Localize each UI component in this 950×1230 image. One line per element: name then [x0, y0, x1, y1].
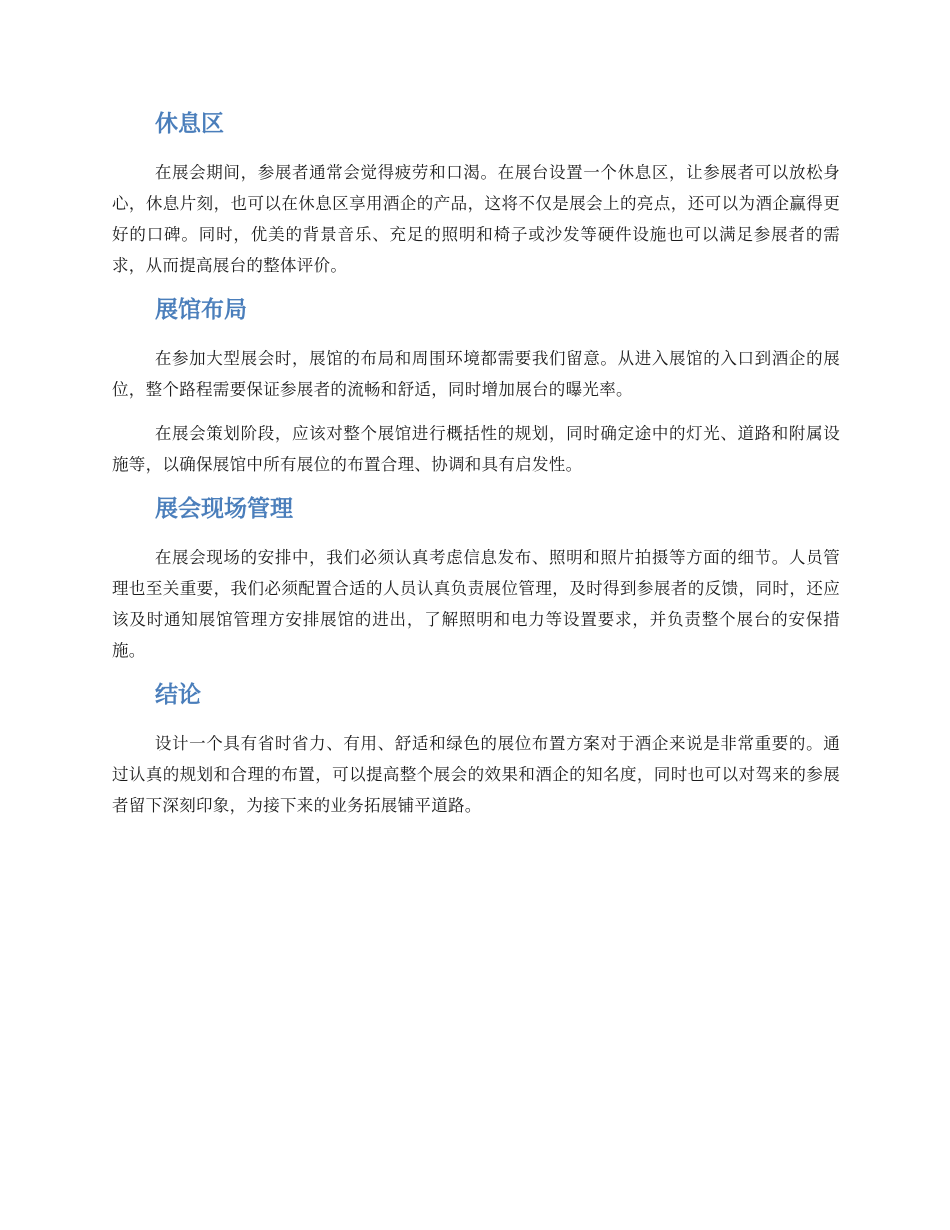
paragraph-conclusion: 设计一个具有省时省力、有用、舒适和绿色的展位布置方案对于酒企来说是非常重要的。通过认真的规划和合理的布置，可以提高整个展会的效果和酒企的知名度，同时也可以对驾来的参展者留下深刻印象，为接下来的业务拓展铺平道路。	[112, 734, 840, 815]
document-page	[112, 105, 840, 821]
section-heading-onsite-management: 展会现场管理	[155, 496, 293, 522]
paragraph-hall-layout-1: 在参加大型展会时，展馆的布局和周围环境都需要我们留意。从进入展馆的入口到酒企的展位，整个路程需要保证参展者的流畅和舒适，同时增加展台的曝光率。	[112, 349, 840, 399]
paragraph-hall-layout-2: 在展会策划阶段，应该对整个展馆进行概括性的规划，同时确定途中的灯光、道路和附属设施等，以确保展馆中所有展位的布置合理、协调和具有启发性。	[112, 424, 840, 474]
paragraph-rest-area: 在展会期间，参展者通常会觉得疲劳和口渴。在展台设置一个休息区，让参展者可以放松身心，休息片刻，也可以在休息区享用酒企的产品，这将不仅是展会上的亮点，还可以为酒企赢得更好的口碑。同时，优美的背景音乐、充足的照明和椅子或沙发等硬件设施也可以满足参展者的需求，从而提高展台的整体评价。	[112, 163, 840, 275]
section-heading-rest-area: 休息区	[155, 111, 224, 137]
section-heading-conclusion: 结论	[155, 682, 201, 708]
section-heading-hall-layout: 展馆布局	[155, 297, 247, 323]
paragraph-onsite-management: 在展会现场的安排中，我们必须认真考虑信息发布、照明和照片拍摄等方面的细节。人员管理也至关重要，我们必须配置合适的人员认真负责展位管理，及时得到参展者的反馈，同时，还应该及时通知展馆管理方安排展馆的进出，了解照明和电力等设置要求，并负责整个展台的安保措施。	[112, 548, 840, 660]
